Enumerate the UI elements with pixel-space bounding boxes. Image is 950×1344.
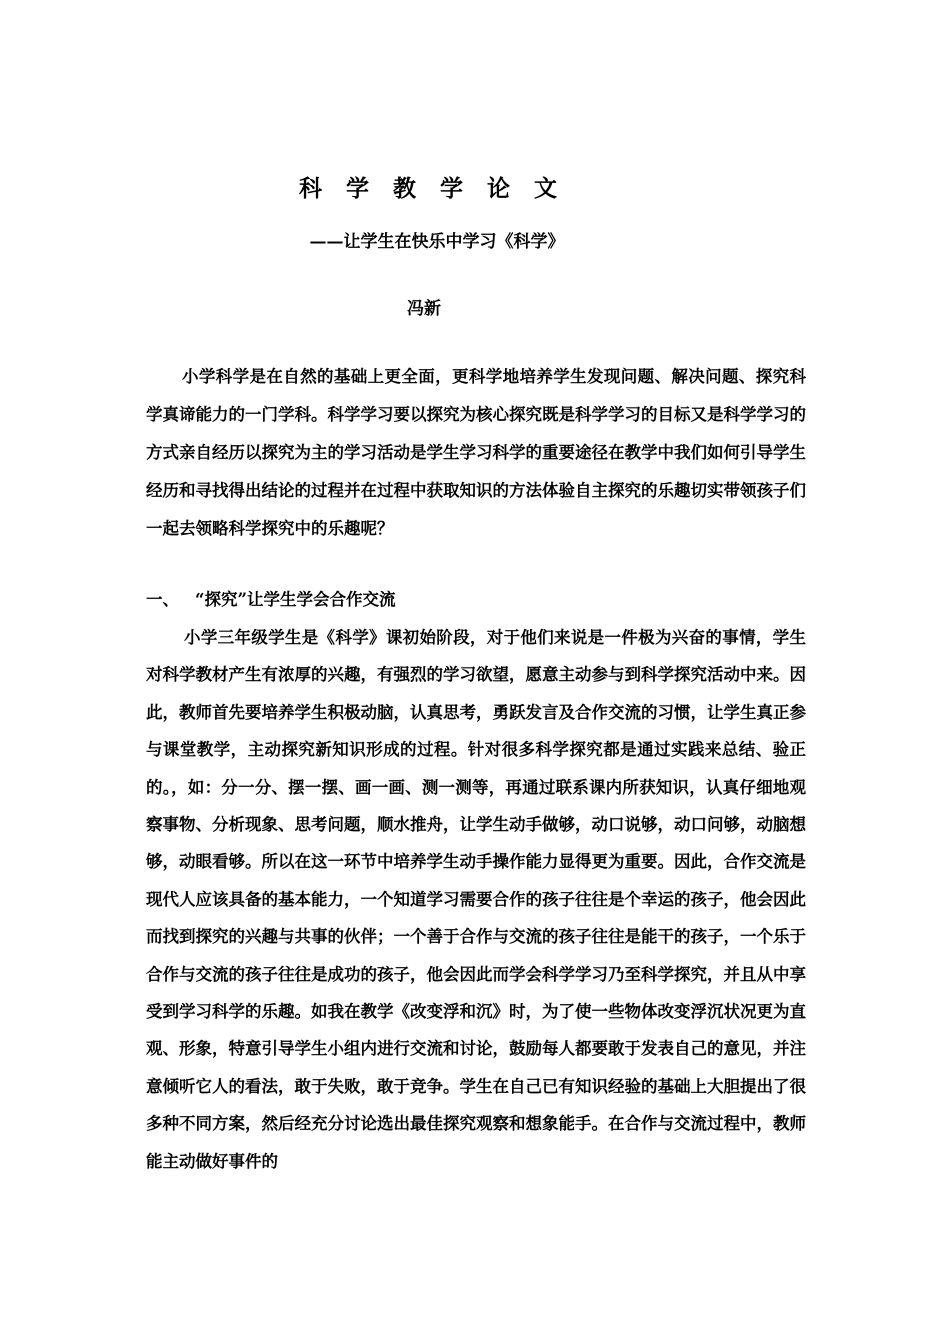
section-number: 一、 (146, 590, 179, 609)
section-heading-text: “探究”让学生学会合作交流 (195, 590, 396, 609)
document-title: 科学教学论文 (299, 175, 581, 202)
section-heading (146, 586, 395, 610)
document-subtitle: ——让学生在快乐中学习《科学》 (309, 232, 565, 252)
section-paragraph: 小学三年级学生是《科学》课初始阶段，对于他们来说是一件极为兴奋的事情，学生对科学教材产生有浓厚的兴趣，有强烈的学习欲望，愿意主动参与到科学探究活动中来。因此，教师首先要培养学生积极动脑，认真思考，勇跃发言及合作交流的习惯，让学生真正参与课堂教学，主动探究新知识形成的过程。针对很多科学探究都是通过实践来总结、验正的。，如：分一分、摆一摆、画一画、测一测等，再通过联系课内所获知识，认真仔细地观察事物、分析现象、思考问题，顺水推舟，让学生动手做够，动口说够，动口问够，动脑想够，动眼看够。所以在这一环节中培养学生动手操作能力显得更为重要。因此，合作交流是现代人应该具备的基本能力，一个知道学习需要合作的孩子往往是个幸运的孩子，他会因此而找到探究的兴趣与共事的伙伴；一个善于合作与交流的孩子往往是能干的孩子，一个乐于合作与交流的孩子往往是成功的孩子，他会因此而学会科学学习乃至科学探究，并且从中享受到学习科学的乐趣。如我在教学《改变浮和沉》时，为了使一些物体改变浮沉状况更为直观、形象，特意引导学生小组内进行交流和讨论，鼓励每人都要敢于发表自己的意见，并注意倾听它人的看法，敢于失败，敢于竞争。学生在自己已有知识经验的基础上大胆提出了很多种不同方案，然后经充分讨论选出最佳探究观察和想象能手。在合作与交流过程中，教师能主动做好事件的 (146, 628, 806, 1171)
intro-paragraph: 小学科学是在自然的基础上更全面，更科学地培养学生发现问题、解决问题、探究科学真谛能力的一门学科。科学学习要以探究为核心探究既是科学学习的目标又是科学学习的方式亲自经历以探究为主的学习活动是学生学习科学的重要途径在教学中我们如何引导学生经历和寻找得出结论的过程并在过程中获取知识的方法体验自主探究的乐趣切实带领孩子们一起去领略科学探究中的乐趣呢？ (146, 367, 806, 538)
author-name: 冯新 (407, 299, 441, 319)
